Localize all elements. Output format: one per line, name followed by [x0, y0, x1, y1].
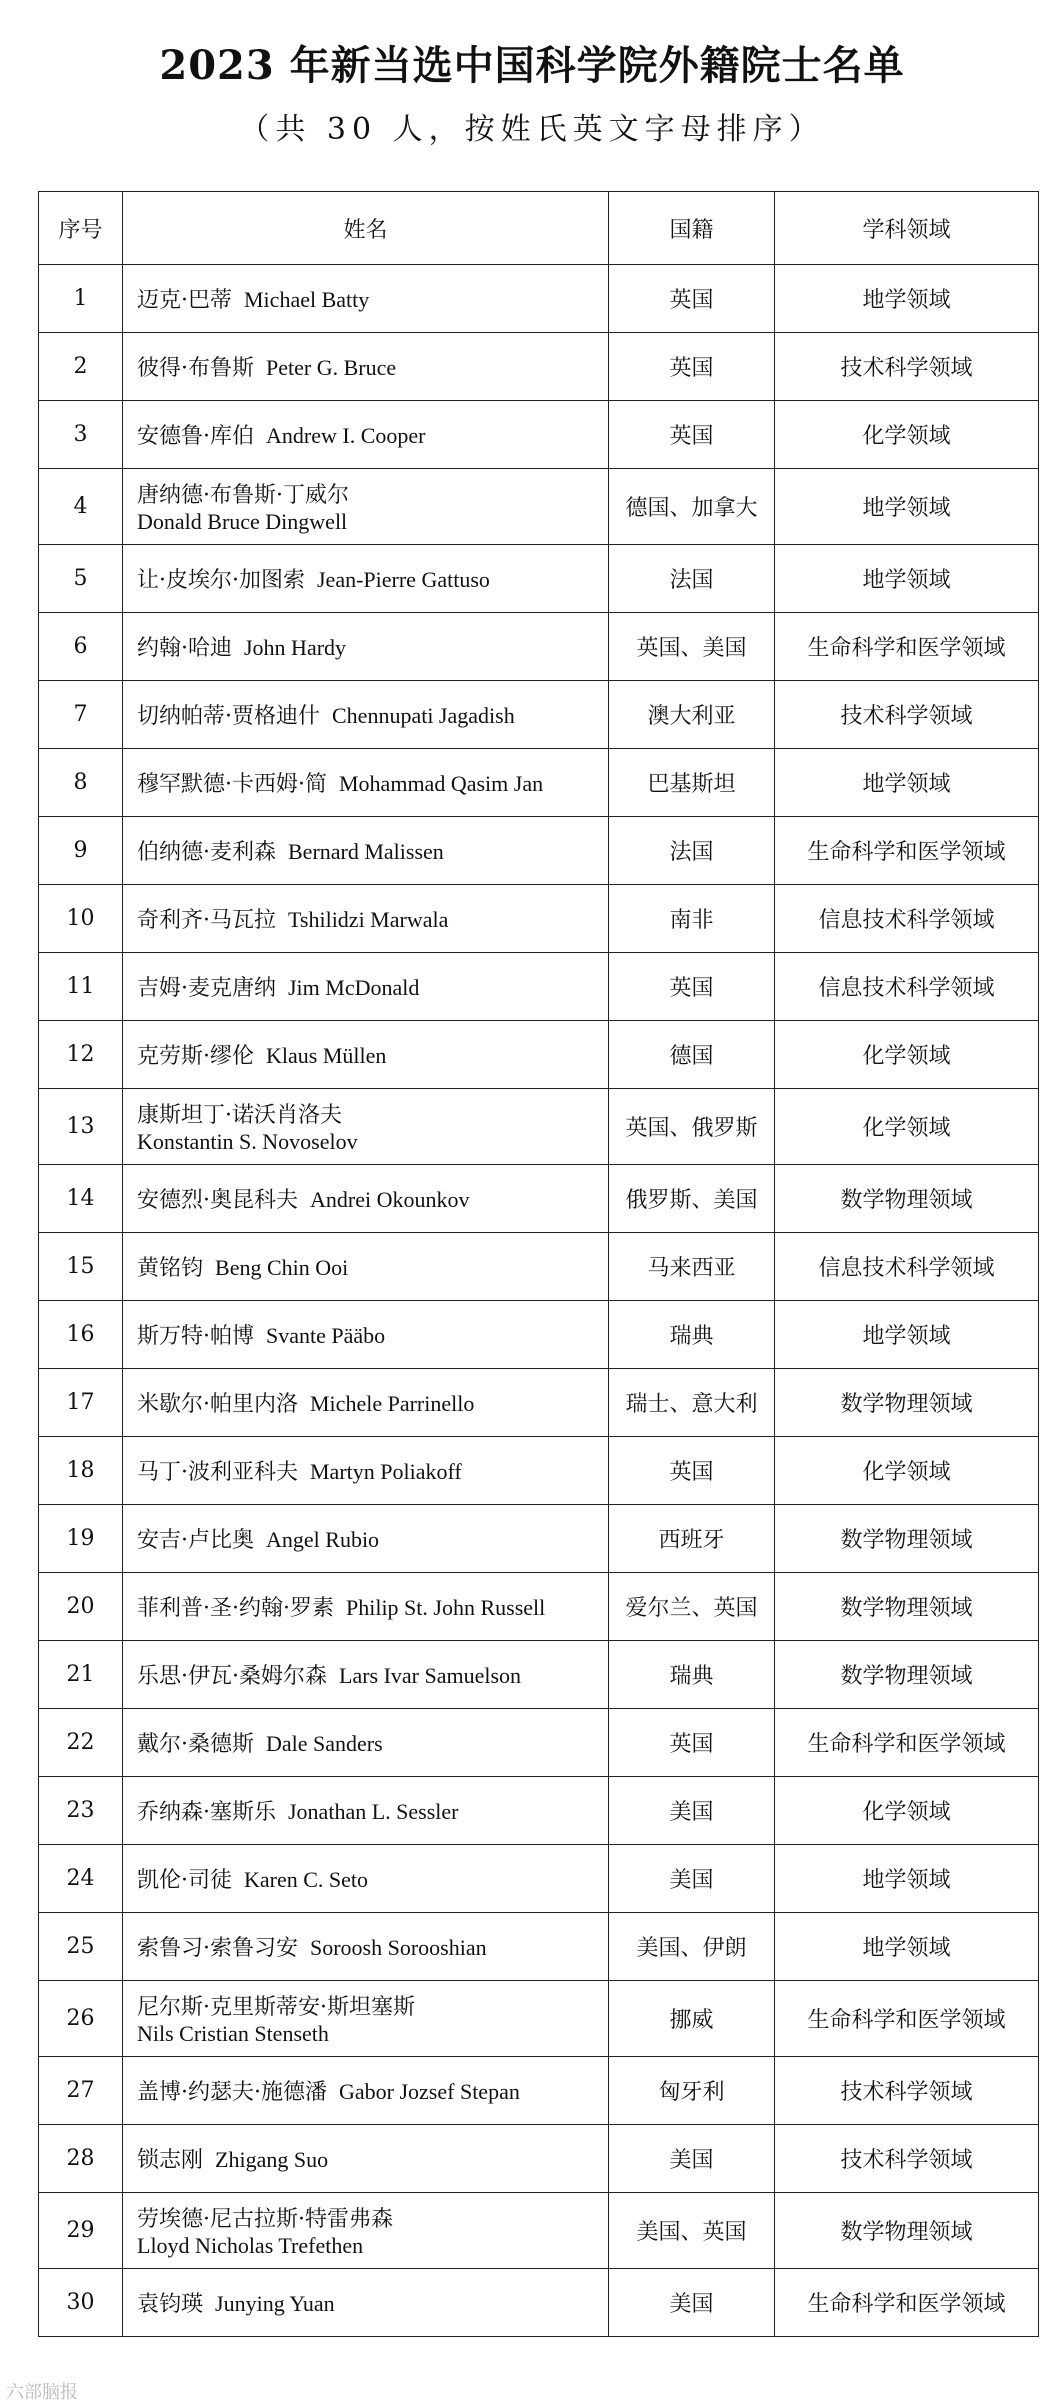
chinese-name: 安德鲁·库伯	[137, 424, 254, 449]
row-field: 技术科学领域	[775, 2057, 1039, 2125]
row-name	[123, 1641, 609, 1709]
header-no: 序号	[39, 192, 123, 265]
row-number: 13	[39, 1089, 123, 1165]
table-row	[39, 681, 1039, 749]
row-field: 数学物理领域	[775, 1641, 1039, 1709]
row-field: 地学领域	[775, 1845, 1039, 1913]
table-row	[39, 545, 1039, 613]
row-name	[123, 1505, 609, 1573]
english-name: Jim McDonald	[288, 975, 420, 1000]
english-name: Mohammad Qasim Jan	[339, 771, 544, 796]
row-field: 地学领域	[775, 749, 1039, 817]
chinese-name: 马丁·波利亚科夫	[137, 1460, 298, 1485]
chinese-name: 奇利齐·马瓦拉	[137, 908, 276, 933]
row-number: 1	[39, 265, 123, 333]
row-number: 16	[39, 1301, 123, 1369]
page-title: 2023 年新当选中国科学院外籍院士名单	[159, 42, 905, 89]
row-name	[123, 2193, 609, 2269]
row-field: 化学领域	[775, 401, 1039, 469]
table-row	[39, 749, 1039, 817]
table-row	[39, 401, 1039, 469]
page-subtitle: （共 30 人，按姓氏英文字母排序）	[239, 112, 825, 147]
english-name: Klaus Müllen	[266, 1043, 387, 1068]
english-name: John Hardy	[244, 635, 347, 660]
row-nationality: 法国	[609, 817, 775, 885]
row-field: 技术科学领域	[775, 681, 1039, 749]
table-row	[39, 1505, 1039, 1573]
chinese-name: 切纳帕蒂·贾格迪什	[137, 704, 320, 729]
row-number: 24	[39, 1845, 123, 1913]
table-row	[39, 1021, 1039, 1089]
row-name	[123, 265, 609, 333]
chinese-name: 让·皮埃尔·加图索	[137, 568, 305, 593]
chinese-name: 安吉·卢比奥	[137, 1528, 254, 1553]
header-name: 姓名	[123, 192, 609, 265]
english-name: Zhigang Suo	[215, 2147, 329, 2172]
row-number: 2	[39, 333, 123, 401]
row-nationality: 英国、美国	[609, 613, 775, 681]
row-field: 技术科学领域	[775, 2125, 1039, 2193]
row-name	[123, 1573, 609, 1641]
chinese-name: 穆罕默德·卡西姆·简	[137, 772, 327, 797]
row-number: 7	[39, 681, 123, 749]
row-number: 28	[39, 2125, 123, 2193]
header-nationality: 国籍	[609, 192, 775, 265]
row-number: 12	[39, 1021, 123, 1089]
row-number: 5	[39, 545, 123, 613]
row-number: 30	[39, 2269, 123, 2337]
row-name	[123, 1845, 609, 1913]
table-row	[39, 469, 1039, 545]
english-name: Gabor Jozsef Stepan	[339, 2079, 520, 2104]
header-field: 学科领域	[775, 192, 1039, 265]
row-field: 化学领域	[775, 1777, 1039, 1845]
row-nationality: 英国	[609, 1437, 775, 1505]
row-number: 4	[39, 469, 123, 545]
row-name	[123, 2125, 609, 2193]
table-row	[39, 1437, 1039, 1505]
row-number: 15	[39, 1233, 123, 1301]
english-name: Angel Rubio	[266, 1527, 380, 1552]
row-name	[123, 1301, 609, 1369]
chinese-name: 索鲁习·索鲁习安	[137, 1936, 298, 1961]
row-name	[123, 1777, 609, 1845]
english-name: Karen C. Seto	[244, 1867, 369, 1892]
english-name: Tshilidzi Marwala	[288, 907, 449, 932]
row-field: 数学物理领域	[775, 1573, 1039, 1641]
chinese-name: 安德烈·奥昆科夫	[137, 1188, 298, 1213]
chinese-name: 唐纳德·布鲁斯·丁威尔	[137, 483, 349, 508]
english-name: Junying Yuan	[215, 2291, 335, 2316]
row-nationality: 美国	[609, 1845, 775, 1913]
row-name	[123, 1089, 609, 1165]
row-nationality: 挪威	[609, 1981, 775, 2057]
table-row	[39, 613, 1039, 681]
row-number: 8	[39, 749, 123, 817]
row-name	[123, 2269, 609, 2337]
row-name	[123, 469, 609, 545]
row-field: 地学领域	[775, 469, 1039, 545]
row-nationality: 美国	[609, 2125, 775, 2193]
row-nationality: 法国	[609, 545, 775, 613]
chinese-name: 劳埃德·尼古拉斯·特雷弗森	[137, 2207, 393, 2232]
table-body	[39, 265, 1039, 2337]
chinese-name: 锁志刚	[137, 2148, 204, 2173]
row-field: 生命科学和医学领域	[775, 613, 1039, 681]
table-row	[39, 885, 1039, 953]
row-name	[123, 1437, 609, 1505]
english-name: Andrei Okounkov	[310, 1187, 470, 1212]
row-nationality: 瑞典	[609, 1641, 775, 1709]
chinese-name: 克劳斯·缪伦	[137, 1044, 254, 1069]
english-name: Bernard Malissen	[288, 839, 444, 864]
row-nationality: 马来西亚	[609, 1233, 775, 1301]
row-nationality: 美国	[609, 1777, 775, 1845]
row-field: 化学领域	[775, 1021, 1039, 1089]
table-row	[39, 2269, 1039, 2337]
english-name: Soroosh Sorooshian	[310, 1935, 487, 1960]
english-name: Jonathan L. Sessler	[288, 1799, 459, 1824]
english-name: Beng Chin Ooi	[215, 1255, 349, 1280]
chinese-name: 迈克·巴蒂	[137, 288, 232, 313]
row-name	[123, 333, 609, 401]
row-nationality: 美国	[609, 2269, 775, 2337]
row-number: 27	[39, 2057, 123, 2125]
table-row	[39, 1573, 1039, 1641]
row-name	[123, 613, 609, 681]
row-nationality: 英国	[609, 265, 775, 333]
row-name	[123, 817, 609, 885]
row-field: 地学领域	[775, 1913, 1039, 1981]
chinese-name: 伯纳德·麦利森	[137, 840, 276, 865]
row-number: 22	[39, 1709, 123, 1777]
row-nationality: 德国、加拿大	[609, 469, 775, 545]
row-number: 17	[39, 1369, 123, 1437]
row-name	[123, 953, 609, 1021]
row-nationality: 英国	[609, 1709, 775, 1777]
english-name: Andrew I. Cooper	[266, 423, 426, 448]
english-name: Svante Pääbo	[266, 1323, 386, 1348]
row-name	[123, 401, 609, 469]
chinese-name: 斯万特·帕博	[137, 1324, 254, 1349]
row-field: 生命科学和医学领域	[775, 1981, 1039, 2057]
chinese-name: 康斯坦丁·诺沃肖洛夫	[137, 1103, 342, 1128]
table-row	[39, 2057, 1039, 2125]
row-nationality: 澳大利亚	[609, 681, 775, 749]
table-row	[39, 1301, 1039, 1369]
chinese-name: 凯伦·司徒	[137, 1868, 232, 1893]
row-name	[123, 1021, 609, 1089]
row-field: 数学物理领域	[775, 1165, 1039, 1233]
chinese-name: 吉姆·麦克唐纳	[137, 976, 276, 1001]
table-row	[39, 2193, 1039, 2269]
row-number: 26	[39, 1981, 123, 2057]
table-row	[39, 1089, 1039, 1165]
row-number: 29	[39, 2193, 123, 2269]
chinese-name: 袁钧瑛	[137, 2292, 204, 2317]
row-field: 信息技术科学领域	[775, 885, 1039, 953]
chinese-name: 米歇尔·帕里内洛	[137, 1392, 298, 1417]
table-row	[39, 265, 1039, 333]
english-name: Lloyd Nicholas Trefethen	[137, 2233, 364, 2258]
english-name: Peter G. Bruce	[266, 355, 397, 380]
row-name	[123, 1369, 609, 1437]
table-row	[39, 2125, 1039, 2193]
row-field: 化学领域	[775, 1089, 1039, 1165]
row-nationality: 英国	[609, 401, 775, 469]
row-name	[123, 749, 609, 817]
english-name: Nils Cristian Stenseth	[137, 2021, 329, 2046]
english-name: Michele Parrinello	[310, 1391, 475, 1416]
row-number: 21	[39, 1641, 123, 1709]
row-field: 生命科学和医学领域	[775, 2269, 1039, 2337]
row-number: 11	[39, 953, 123, 1021]
table-row	[39, 1369, 1039, 1437]
row-nationality: 瑞典	[609, 1301, 775, 1369]
row-field: 数学物理领域	[775, 1505, 1039, 1573]
english-name: Chennupati Jagadish	[332, 703, 515, 728]
english-name: Martyn Poliakoff	[310, 1459, 462, 1484]
row-name	[123, 1981, 609, 2057]
table-row	[39, 333, 1039, 401]
chinese-name: 黄铭钧	[137, 1256, 204, 1281]
row-name	[123, 1709, 609, 1777]
row-number: 6	[39, 613, 123, 681]
row-number: 9	[39, 817, 123, 885]
row-nationality: 爱尔兰、英国	[609, 1573, 775, 1641]
english-name: Philip St. John Russell	[345, 1595, 546, 1620]
table-row	[39, 817, 1039, 885]
row-number: 25	[39, 1913, 123, 1981]
row-number: 14	[39, 1165, 123, 1233]
english-name: Michael Batty	[244, 287, 370, 312]
english-name: Konstantin S. Novoselov	[137, 1129, 358, 1154]
row-name	[123, 1165, 609, 1233]
row-name	[123, 2057, 609, 2125]
row-nationality: 美国、英国	[609, 2193, 775, 2269]
english-name: Lars Ivar Samuelson	[339, 1663, 522, 1688]
row-field: 生命科学和医学领域	[775, 817, 1039, 885]
row-number: 3	[39, 401, 123, 469]
row-nationality: 英国	[609, 953, 775, 1021]
table-row	[39, 1845, 1039, 1913]
watermark-logo: 六部脑报	[6, 2382, 78, 2403]
row-nationality: 英国	[609, 333, 775, 401]
english-name: Dale Sanders	[266, 1731, 383, 1756]
row-field: 数学物理领域	[775, 2193, 1039, 2269]
row-nationality: 匈牙利	[609, 2057, 775, 2125]
row-number: 23	[39, 1777, 123, 1845]
row-field: 地学领域	[775, 1301, 1039, 1369]
row-number: 18	[39, 1437, 123, 1505]
row-name	[123, 545, 609, 613]
chinese-name: 盖博·约瑟夫·施德潘	[137, 2080, 327, 2105]
row-field: 信息技术科学领域	[775, 953, 1039, 1021]
row-name	[123, 885, 609, 953]
table-row	[39, 1913, 1039, 1981]
row-field: 化学领域	[775, 1437, 1039, 1505]
row-name	[123, 1913, 609, 1981]
row-nationality: 美国、伊朗	[609, 1913, 775, 1981]
table-header-row	[39, 192, 1039, 265]
row-field: 地学领域	[775, 265, 1039, 333]
academician-table	[38, 191, 1039, 2337]
table-row	[39, 1777, 1039, 1845]
chinese-name: 彼得·布鲁斯	[137, 356, 254, 381]
row-nationality: 德国	[609, 1021, 775, 1089]
table-row	[39, 1981, 1039, 2057]
chinese-name: 约翰·哈迪	[137, 636, 232, 661]
row-nationality: 西班牙	[609, 1505, 775, 1573]
chinese-name: 戴尔·桑德斯	[137, 1732, 254, 1757]
row-nationality: 巴基斯坦	[609, 749, 775, 817]
chinese-name: 菲利普·圣·约翰·罗素	[137, 1596, 334, 1621]
table-row	[39, 1641, 1039, 1709]
chinese-name: 乐思·伊瓦·桑姆尔森	[137, 1664, 327, 1689]
row-nationality: 英国、俄罗斯	[609, 1089, 775, 1165]
row-field: 生命科学和医学领域	[775, 1709, 1039, 1777]
row-field: 数学物理领域	[775, 1369, 1039, 1437]
row-field: 技术科学领域	[775, 333, 1039, 401]
row-nationality: 瑞士、意大利	[609, 1369, 775, 1437]
row-nationality: 南非	[609, 885, 775, 953]
table-row	[39, 1233, 1039, 1301]
chinese-name: 乔纳森·塞斯乐	[137, 1800, 276, 1825]
table-row	[39, 953, 1039, 1021]
english-name: Jean-Pierre Gattuso	[317, 567, 490, 592]
row-nationality: 俄罗斯、美国	[609, 1165, 775, 1233]
table-row	[39, 1709, 1039, 1777]
row-name	[123, 681, 609, 749]
row-number: 10	[39, 885, 123, 953]
row-field: 信息技术科学领域	[775, 1233, 1039, 1301]
row-number: 20	[39, 1573, 123, 1641]
row-name	[123, 1233, 609, 1301]
chinese-name: 尼尔斯·克里斯蒂安·斯坦塞斯	[137, 1995, 415, 2020]
row-number: 19	[39, 1505, 123, 1573]
table-row	[39, 1165, 1039, 1233]
row-field: 地学领域	[775, 545, 1039, 613]
english-name: Donald Bruce Dingwell	[137, 509, 348, 534]
